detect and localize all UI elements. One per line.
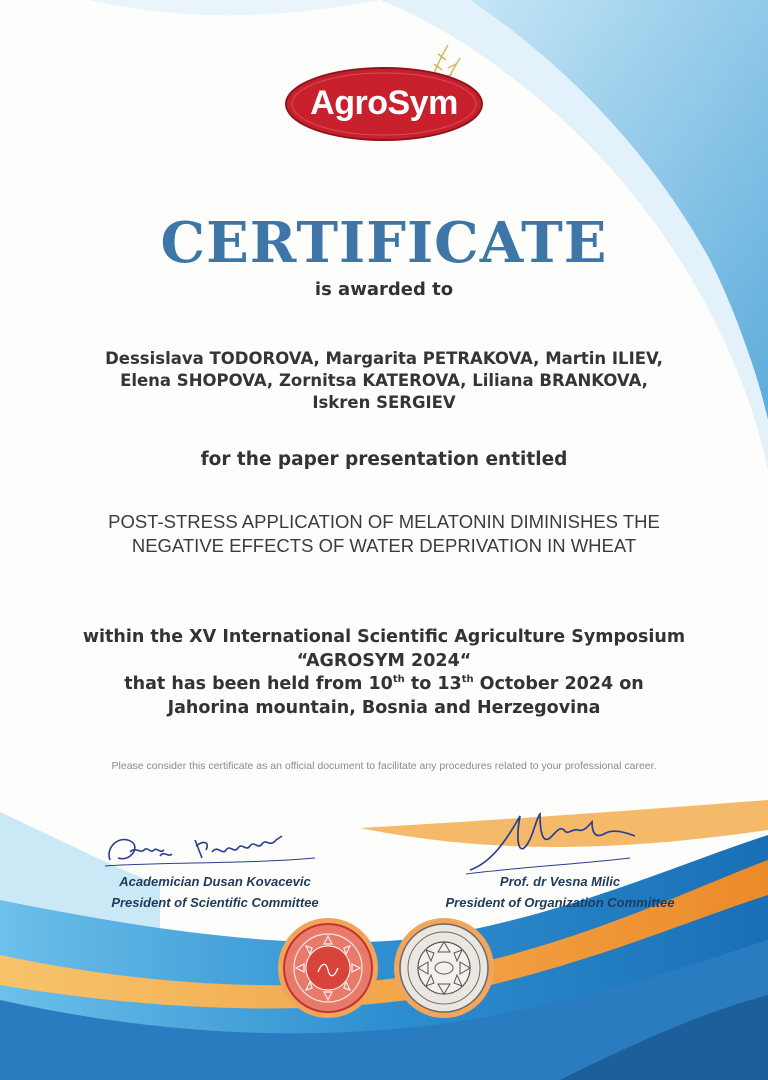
right-signatory-name: Prof. dr Vesna Milic	[499, 874, 621, 889]
authors-block	[40, 348, 728, 414]
symposium-location: Jahorina mountain, Bosnia and Herzegovina	[167, 697, 601, 718]
left-signature-icon	[100, 822, 330, 872]
scientific-committee-seal-icon	[276, 916, 380, 1020]
certificate-title: CERTIFICATE	[160, 210, 608, 276]
agrosym-logo	[268, 40, 500, 160]
logo-text: AgroSym	[310, 84, 458, 122]
authors-line: Dessislava TODOROVA, Margarita PETRAKOVA, Martin ILIEV,	[105, 349, 663, 368]
symposium-name: “AGROSYM 2024“	[296, 650, 472, 671]
left-signatory-name: Academician Dusan Kovacevic	[119, 874, 311, 889]
for-paper-text: for the paper presentation entitled	[200, 449, 568, 470]
symposium-line: within the XV International Scientific Agriculture Symposium	[82, 627, 686, 647]
right-signatory-role: President of Organization Committee	[445, 895, 675, 910]
paper-title-line: POST-STRESS APPLICATION OF MELATONIN DIMINISHES THE	[108, 511, 660, 532]
authors-line: Elena SHOPOVA, Zornitsa KATEROVA, Liliana BRANKOVA,	[120, 371, 648, 390]
paper-title	[40, 510, 728, 558]
organization-committee-seal-icon	[392, 916, 496, 1020]
official-document-note: Please consider this certificate as an official document to facilitate any procedures related to your professional career.	[111, 760, 657, 772]
symposium-details	[20, 626, 748, 720]
symposium-dates: that has been held from 10th to 13th October 2024 on	[124, 674, 644, 694]
awarded-to-text: is awarded to	[314, 279, 454, 300]
paper-title-line: NEGATIVE EFFECTS OF WATER DEPRIVATION IN WHEAT	[131, 535, 637, 556]
authors-line: Iskren SERGIEV	[312, 393, 456, 412]
left-signatory-role: President of Scientific Committee	[111, 895, 319, 910]
right-signature-icon	[460, 808, 660, 880]
